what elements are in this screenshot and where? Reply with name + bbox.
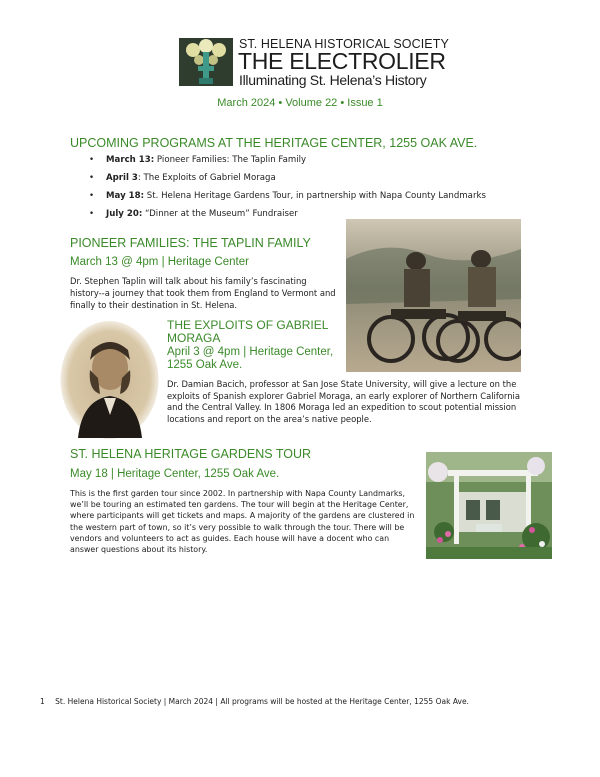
motorcycle-photo	[346, 219, 521, 372]
issue-line: March 2024 • Volume 22 • Issue 1	[217, 97, 383, 109]
program-date: May 18:	[106, 191, 145, 201]
list-item	[89, 155, 529, 173]
bullet-icon: •	[89, 173, 95, 183]
newsletter-title: THE ELECTROLIER	[238, 48, 446, 74]
program-date: April 3	[106, 173, 138, 183]
program-date: March 13:	[106, 155, 155, 165]
program-title: : The Exploits of Gabriel Moraga	[137, 173, 276, 183]
program-title: “Dinner at the Museum” Fundraiser	[142, 209, 298, 219]
program-title: Pioneer Families: The Taplin Family	[154, 155, 307, 165]
bullet-icon: •	[89, 155, 95, 165]
taplin-date: March 13 @ 4pm | Heritage Center	[70, 256, 249, 268]
program-date: July 20:	[106, 209, 143, 219]
list-item	[89, 191, 529, 209]
bullet-icon: •	[89, 191, 95, 201]
newsletter-tagline: Illuminating St. Helena’s History	[239, 72, 427, 88]
list-item	[89, 173, 529, 191]
electrolier-logo	[179, 38, 233, 86]
moraga-body: Dr. Damian Bacich, professor at San Jose State University, will give a lecture on the exploits of Spanish explorer Gabriel Moraga, an early explorer of Northern California and the Central Valley. In 1806 Moraga led an expedition to scout potential mission locations and report on the area’s native people.	[167, 379, 520, 424]
upcoming-programs-heading: UPCOMING PROGRAMS AT THE HERITAGE CENTER, 1255 OAK AVE.	[70, 136, 478, 150]
gardens-heading: ST. HELENA HERITAGE GARDENS TOUR	[70, 447, 312, 461]
taplin-body: Dr. Stephen Taplin will talk about his family’s fascinating history--a journey that took them from England to Vermont and finally to their destination in St. Helena.	[70, 276, 336, 310]
gardens-date: May 18 | Heritage Center, 1255 Oak Ave.	[70, 468, 280, 480]
program-list	[89, 155, 529, 227]
footer-text: St. Helena Historical Society | March 2024 | All programs will be hosted at the Heritage Center, 1255 Oak Ave.	[55, 697, 469, 706]
taplin-heading: PIONEER FAMILIES: THE TAPLIN FAMILY	[70, 236, 311, 250]
garden-photo	[426, 452, 552, 559]
moraga-date: April 3 @ 4pm | Heritage Center, 1255 Oak Ave.	[167, 346, 334, 371]
moraga-portrait	[60, 320, 159, 440]
society-name: ST. HELENA HISTORICAL SOCIETY	[239, 37, 449, 51]
footer	[40, 697, 469, 706]
moraga-heading: THE EXPLOITS OF GABRIEL MORAGA	[167, 318, 328, 345]
lamp-icon	[179, 38, 233, 86]
page-number: 1	[40, 697, 45, 706]
program-title: St. Helena Heritage Gardens Tour, in partnership with Napa County Landmarks	[144, 191, 486, 201]
gardens-body: This is the first garden tour since 2002. In partnership with Napa County Landmarks, we’ll be touring an estimated ten gardens. The tour will begin at the Heritage Center, where participants will get tickets and maps. A majority of the gardens are clustered in the western part of town, so it’s very possible to walk through the tour. There will be vendors and volunteers to act as guides. Each house will have a docent who can answer questions about its history.	[70, 489, 415, 555]
bullet-icon: •	[89, 209, 95, 219]
